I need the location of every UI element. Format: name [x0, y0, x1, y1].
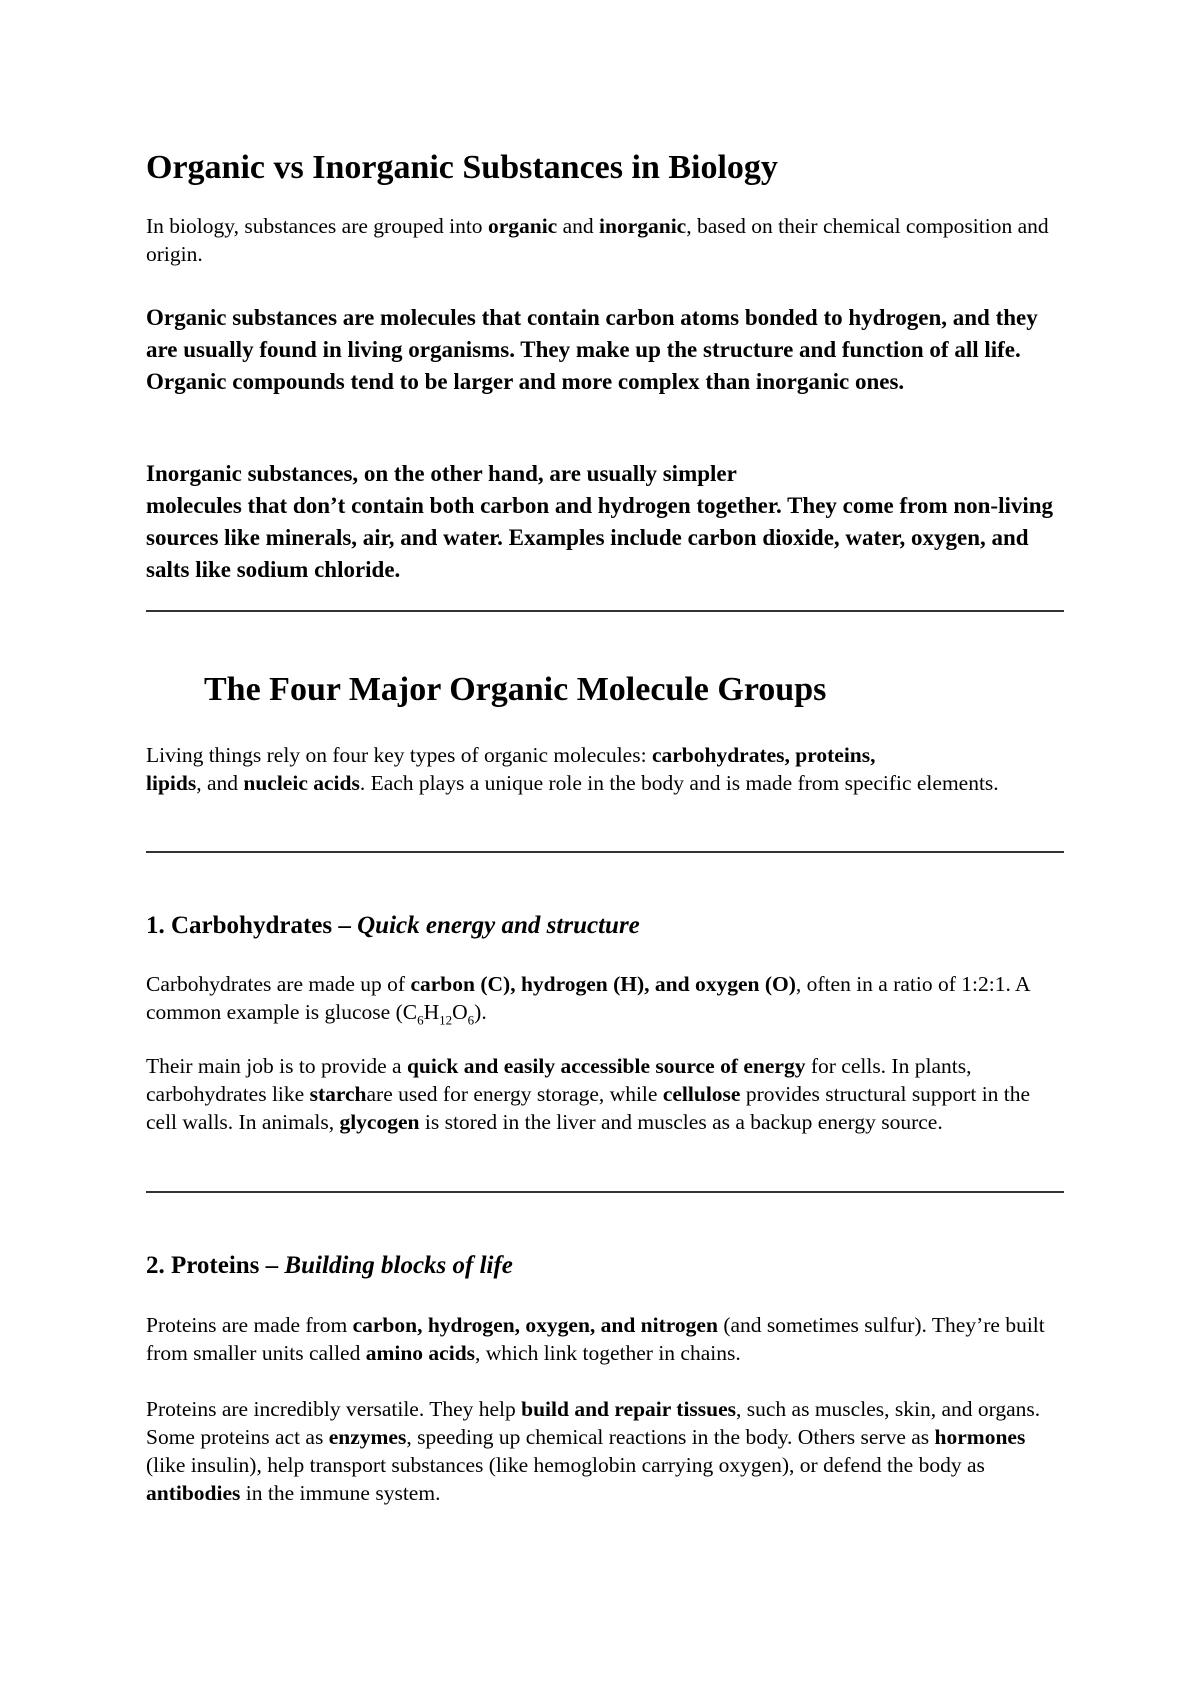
bold-text: enzymes — [328, 1425, 407, 1449]
text: , often in a ratio of 1:2:1. A common example is glucose (C — [146, 972, 1030, 1024]
heading-text: 2. Proteins – — [146, 1252, 285, 1279]
bold-text: cellulose — [662, 1082, 741, 1106]
inorganic-paragraph — [146, 458, 1066, 586]
inorganic-line-1: Inorganic substances, on the other hand, are usually simpler — [146, 461, 737, 486]
bold-text: starch — [309, 1082, 367, 1106]
text: Proteins are made from — [146, 1313, 353, 1337]
bold-text: carbon (C), hydrogen (H), and oxygen (O) — [410, 972, 796, 996]
page-title: Organic vs Inorganic Substances in Biology — [146, 149, 778, 186]
divider — [146, 1191, 1064, 1193]
heading-text: 1. Carbohydrates – — [146, 912, 358, 939]
bold-text: carbon, hydrogen, oxygen, and nitrogen — [352, 1313, 718, 1337]
subscript: 6 — [417, 1012, 424, 1028]
groups-lipids: lipids — [146, 771, 197, 795]
proteins-paragraph-1 — [146, 1311, 1066, 1367]
text: provides structural support in the cell walls. In animals, — [146, 1082, 1031, 1134]
divider — [146, 851, 1064, 853]
bold-text: glycogen — [339, 1110, 420, 1134]
bold-text: quick and easily accessible source of energy — [406, 1054, 806, 1078]
inorganic-rest: molecules that don’t contain both carbon and hydrogen together. They come from non-living sources like minerals, air, and water. Examples include carbon dioxide, water, oxygen, and salts like sodium chloride. — [146, 493, 1054, 582]
groups-text: , and — [196, 771, 244, 795]
bold-text: build and repair tissues — [521, 1397, 737, 1421]
heading-subtitle: Quick energy and structure — [357, 912, 640, 939]
intro-organic: organic — [487, 214, 558, 238]
intro-text: In biology, substances are grouped into — [146, 214, 488, 238]
carbohydrates-paragraph-2 — [146, 1052, 1066, 1136]
groups-intro-paragraph — [146, 741, 1066, 797]
text: , such as muscles, skin, and organs. Some proteins act as — [146, 1397, 1041, 1449]
subscript: 12 — [439, 1012, 453, 1028]
bold-text: hormones — [934, 1425, 1026, 1449]
text: are used for energy storage, while — [366, 1082, 663, 1106]
intro-paragraph — [146, 212, 1066, 268]
text: Proteins are incredibly versatile. They help — [146, 1397, 522, 1421]
text: in the immune system. — [240, 1481, 441, 1505]
text: , which link together in chains. — [475, 1341, 741, 1365]
divider — [146, 610, 1064, 612]
groups-nucleic: nucleic acids — [243, 771, 360, 795]
text: O — [452, 1000, 468, 1024]
carbohydrates-heading — [146, 911, 1066, 941]
text: Their main job is to provide a — [146, 1054, 407, 1078]
subscript: 6 — [467, 1012, 475, 1028]
text: Carbohydrates are made up of — [146, 972, 411, 996]
groups-text: Living things rely on four key types of organic molecules: — [146, 743, 652, 767]
text: for cells. In plants, carbohydrates like — [146, 1054, 972, 1106]
proteins-heading — [146, 1251, 1066, 1281]
text: (and sometimes sulfur). They’re built from smaller units called — [146, 1313, 1045, 1365]
text: (like insulin), help transport substances (like hemoglobin carrying oxygen), or defend the body as — [146, 1453, 985, 1477]
text: H — [423, 1000, 440, 1024]
groups-text: . Each plays a unique role in the body and is made from specific elements. — [359, 771, 999, 795]
carbohydrates-paragraph-1 — [146, 970, 1066, 1026]
section-title: The Four Major Organic Molecule Groups — [204, 671, 827, 708]
bold-text: antibodies — [146, 1481, 241, 1505]
intro-text: and — [557, 214, 600, 238]
heading-subtitle: Building blocks of life — [284, 1252, 513, 1279]
proteins-paragraph-2 — [146, 1395, 1066, 1507]
intro-text: , based on their chemical composition and origin. — [146, 214, 1049, 266]
text: , speeding up chemical reactions in the body. Others serve as — [406, 1425, 935, 1449]
intro-inorganic: inorganic — [599, 214, 687, 238]
bold-text: amino acids — [365, 1341, 476, 1365]
groups-bold: carbohydrates, proteins, — [651, 743, 876, 767]
text: ). — [474, 1000, 487, 1024]
organic-paragraph: Organic substances are molecules that contain carbon atoms bonded to hydrogen, and they are usually found in living organisms. They make up the structure and function of all life. Organic compounds tend to be larger and more complex than inorganic ones. — [146, 305, 1038, 394]
text: is stored in the liver and muscles as a backup energy source. — [419, 1110, 943, 1134]
